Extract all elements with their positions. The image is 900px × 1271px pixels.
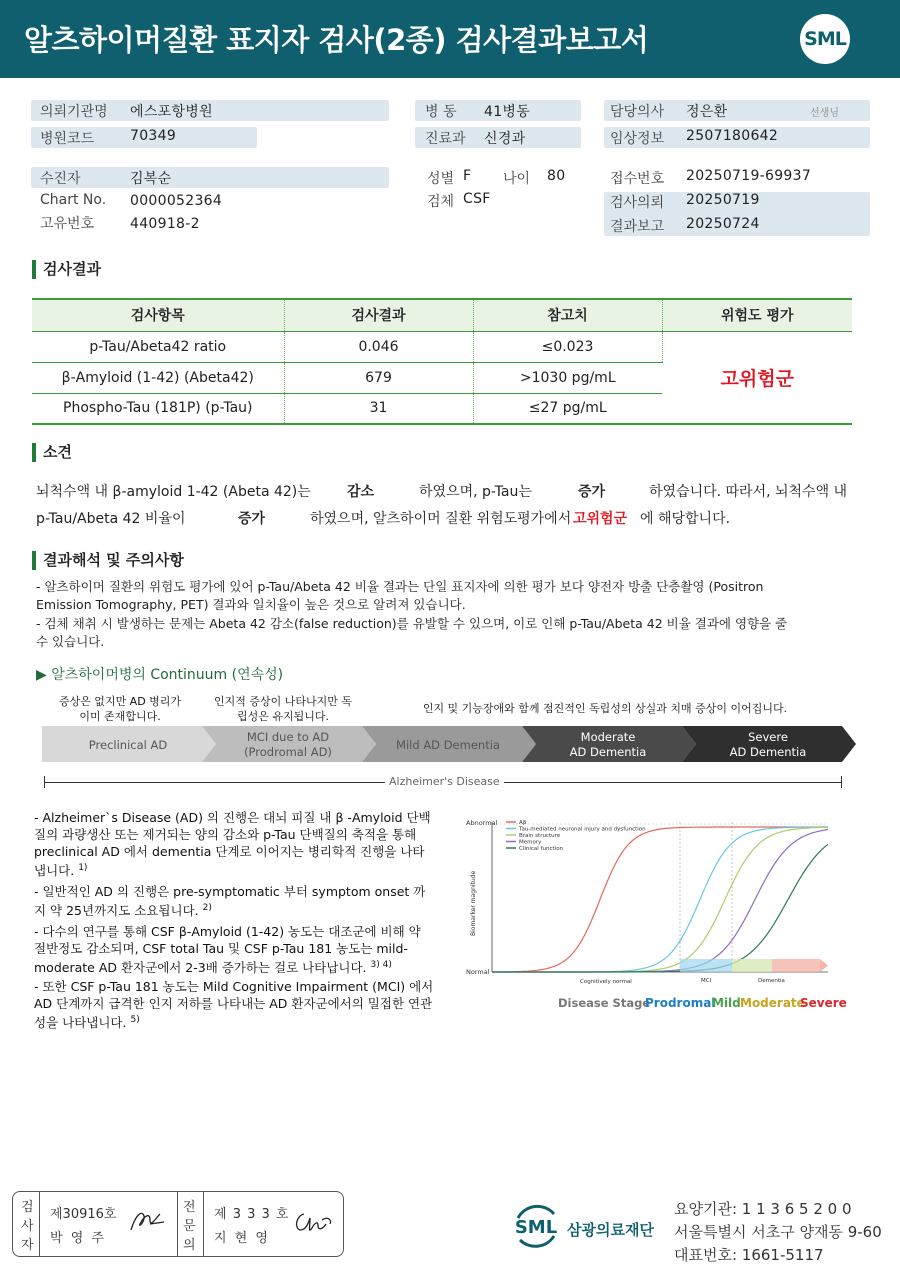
biomarker-curve [492, 844, 828, 972]
test-reference: ≤27 pg/mL [473, 393, 662, 424]
findings-text-part: 하였으며, 알츠하이머 질환 위험도평가에서 [310, 511, 572, 527]
findings-text-part: 하였으며, p-Tau는 [419, 484, 532, 500]
age-label: 나이 [503, 171, 531, 187]
disease-stage: Mild [712, 996, 741, 1010]
graph-y-axis: Biomarker magnitude [470, 870, 477, 936]
code-label: 병원코드 [40, 131, 95, 147]
signer-label: 자 [21, 1238, 34, 1253]
findings-risk: 고위험군 [573, 511, 628, 527]
doctor-value: 정은환 [686, 104, 728, 120]
clinical-value: 2507180642 [686, 128, 779, 144]
findings-text-part: 뇌척수액 내 β-amyloid 1-42 (Abeta 42)는 [36, 484, 311, 500]
report-label: 결과보고 [610, 219, 665, 235]
stage-label: AD Dementia [569, 745, 647, 759]
findings-text-part: p-Tau/Abeta 42 비율이 [36, 511, 186, 527]
findings-increase: 증가 [578, 484, 606, 500]
specimen-value: CSF [463, 191, 491, 207]
stage-label: Mild AD Dementia [396, 738, 500, 752]
findings-increase: 증가 [238, 511, 266, 527]
patient-label: 수진자 [40, 171, 81, 187]
receipt-label: 접수번호 [610, 171, 665, 187]
sml-logo: SML [800, 14, 850, 64]
code-value: 70349 [130, 128, 177, 144]
footer-phone: 대표번호: 1661-5117 [674, 1246, 824, 1264]
chart-value: 0000052364 [130, 193, 223, 209]
stage-label: (Prodromal AD) [244, 745, 332, 759]
stage-label: Preclinical AD [88, 738, 168, 752]
findings-text-part: 하였습니다. 따라서, 뇌척수액 내 [649, 484, 848, 500]
doctor-suffix: 선생님 [810, 108, 839, 119]
disease-stage: Moderate [740, 996, 805, 1010]
stage-note: 인지 및 기능장애와 함께 점진적인 독립성의 상실과 치매 증상이 이어집니다. [422, 702, 788, 715]
table-row [32, 331, 852, 362]
graph-cog-normal: Cognitively normal [580, 979, 632, 985]
dept-label: 진료과 [425, 131, 466, 147]
continuum-title: ▶ 알츠하이머병의 Continuum (연속성) [36, 667, 284, 683]
risk-value: 고위험군 [720, 367, 794, 390]
bullet-item: - 또한 CSF p-Tau 181 농도는 Mild Cognitive Impairment (MCI) 에서 AD 단계까지 급격한 인지 저하를 나타내는 AD 환자군에서의 밀접한 연관성을 나타냅니다. $^{5)}$ [34, 979, 434, 1031]
signature-b [292, 1206, 336, 1238]
clinical-label: 임상정보 [610, 131, 665, 147]
patient-value: 김복순 [130, 171, 172, 187]
test-item: β-Amyloid (1-42) (Abeta42) [32, 362, 284, 393]
ward-label: 병 동 [425, 104, 457, 120]
legend-entry: Tau-mediated neuronal injury and dysfunction [519, 826, 646, 833]
bullet-item: - Alzheimer`s Disease (AD) 의 진행은 대뇌 피질 내 β -Amyloid 단백질의 과량생산 또는 제거되는 양의 감소와 p-Tau 단백질의 축적을 통해 preclinical AD 에서 dementia 단계로 이어지는 병리학적 진행을 나타냅니다. $^{1)}$ [34, 810, 431, 879]
doctor-label: 담당의사 [610, 104, 665, 120]
legend-entry: Memory [519, 839, 542, 846]
institution-label: 의뢰기관명 [40, 104, 108, 120]
table-header: 위험도 평가 [662, 299, 852, 331]
findings-heading: 소견 [32, 443, 72, 462]
legend-entry: Clinical function [519, 846, 564, 852]
signer-label: 검 [21, 1200, 34, 1215]
legend-entry: Brain structure [519, 833, 561, 839]
specimen-label: 검체 [427, 194, 455, 210]
ad-label: Alzheimer's Disease [385, 775, 504, 788]
table-header: 검사결과 [284, 299, 473, 331]
signer-license: 제30916호 [50, 1207, 117, 1222]
specialist-label: 문 [183, 1219, 196, 1234]
note-item: - 알츠하이머 질환의 위험도 평가에 있어 p-Tau/Abeta 42 비율 결과는 단일 표지자에 의한 평가 보다 양전자 방출 단층촬영 (Positron Emission Tomography, PET) 결과와 일치율이 높은 것으로 알려져 있습니다. [36, 579, 764, 612]
specialist-license: 제 3 3 3 호 [214, 1207, 290, 1222]
footer-address: 서울특별시 서초구 양재동 9-60 [674, 1223, 882, 1241]
sex-label: 성별 [427, 171, 455, 187]
ward-value: 41병동 [484, 104, 531, 120]
signature-a [128, 1206, 168, 1236]
request-label: 검사의뢰 [610, 195, 665, 211]
sex-value: F [463, 168, 472, 184]
footer-logo [510, 1200, 562, 1252]
dept-value: 신경과 [484, 131, 526, 147]
disease-stage: Prodromal [645, 996, 716, 1010]
note-item: - 검체 채취 시 발생하는 문제는 Abeta 42 감소(false reduction)를 유발할 수 있으며, 이로 인해 p-Tau/Abeta 42 비율 결과에 영향을 줄 수 있습니다. [36, 616, 788, 649]
test-reference: >1030 pg/mL [473, 362, 662, 393]
report-value: 20250724 [686, 216, 760, 232]
results-heading: 검사결과 [32, 260, 101, 279]
specialist-label: 전 [183, 1200, 196, 1215]
graph-dementia: Dementia [758, 978, 785, 984]
test-item: p-Tau/Abeta42 ratio [32, 331, 284, 362]
report-header [0, 0, 900, 78]
bullet-item: - 일반적인 AD 의 진행은 pre-symptomatic 부터 symptom onset 까지 약 25년까지도 소요됩니다. $^{2)}$ [34, 884, 426, 919]
request-value: 20250719 [686, 192, 760, 208]
stage-label: AD Dementia [729, 745, 807, 759]
signer-name: 박 영 주 [50, 1231, 106, 1246]
interpretation-heading: 결과해석 및 주의사항 [32, 551, 184, 570]
footer-org: 삼광의료재단 [567, 1221, 654, 1239]
risk-cell [662, 331, 852, 424]
graph-mci: MCI [701, 978, 712, 984]
test-result: 31 [284, 393, 473, 424]
stage-note: 인지적 증상이 나타나지만 독립성은 유지됩니다. [214, 695, 353, 723]
stage-note: 증상은 없지만 AD 병리가 이미 존재합니다. [58, 695, 182, 723]
specialist-label: 의 [183, 1238, 196, 1253]
chart-label: Chart No. [40, 192, 107, 208]
findings-decrease: 감소 [347, 484, 375, 500]
stage-label: Moderate [580, 730, 636, 744]
graph-y-bottom: Normal [466, 968, 490, 976]
findings-text-part: 에 해당합니다. [640, 511, 731, 527]
receipt-value: 20250719-69937 [686, 168, 812, 184]
table-header: 검사항목 [32, 299, 284, 331]
results-table [32, 298, 852, 425]
graph-y-top: Abnormal [466, 819, 498, 827]
uid-value: 440918-2 [130, 216, 200, 232]
svg-text:SML: SML [514, 1217, 558, 1238]
test-reference: ≤0.023 [473, 331, 662, 362]
table-header-row [32, 299, 852, 331]
disease-stage: Severe [800, 996, 847, 1010]
footer-code: 요양기관: 1 1 3 6 5 2 0 0 [674, 1200, 852, 1218]
continuum-stage-bar [0, 722, 900, 770]
age-value: 80 [547, 168, 566, 184]
stage-label: MCI due to AD [246, 730, 330, 744]
test-item: Phospho-Tau (181P) (p-Tau) [32, 393, 284, 424]
test-result: 679 [284, 362, 473, 393]
signer-label: 사 [21, 1219, 34, 1234]
legend-entry: Aβ [519, 820, 527, 826]
table-header: 참고치 [473, 299, 662, 331]
biomarker-graph [450, 812, 850, 1017]
test-result: 0.046 [284, 331, 473, 362]
uid-label: 고유번호 [40, 216, 95, 232]
institution-value: 에스포항병원 [130, 104, 213, 120]
report-title: 알츠하이머질환 표지자 검사(2종) 검사결과보고서 [24, 23, 649, 57]
specialist-name: 지 현 영 [214, 1231, 270, 1246]
stage-label: Severe [748, 730, 788, 744]
bullet-item: - 다수의 연구를 통해 CSF β-Amyloid (1-42) 농도는 대조군에 비해 약 절반정도 감소되며, CSF total Tau 및 CSF p-Tau 181 농도는 mild-moderate AD 환자군에서 2-3배 증가하는 걸로 나타납니다. $^{3) 4)}$ [34, 924, 421, 976]
disease-stage-label: Disease Stage [558, 996, 651, 1010]
